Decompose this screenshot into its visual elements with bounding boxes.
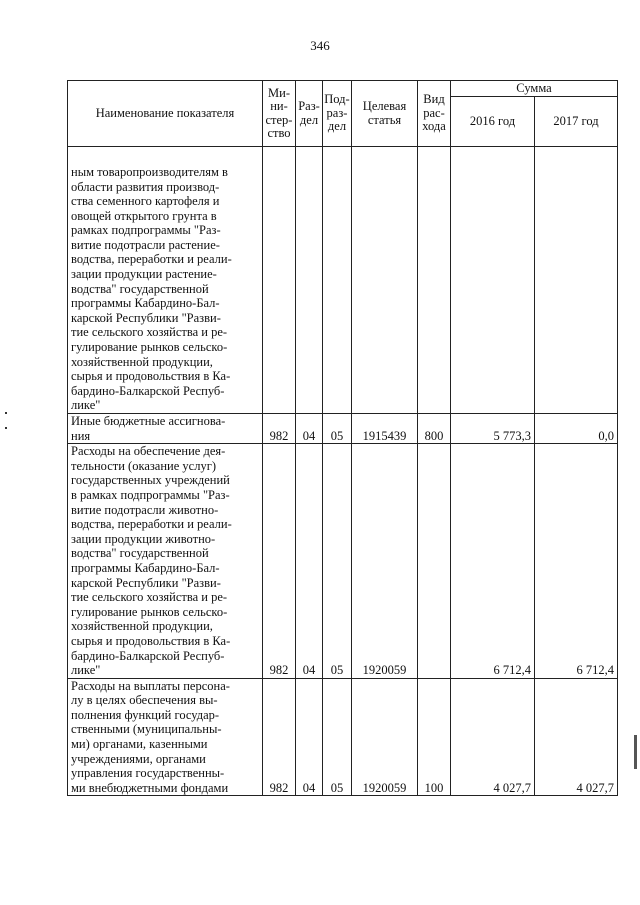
scan-speck [5, 427, 7, 429]
row-target: 1915439 [352, 414, 418, 444]
row-name: Иные бюджетные ассигнова- ния [68, 414, 263, 444]
row-section [296, 147, 323, 414]
table-row [68, 678, 618, 796]
row-name: Расходы на обеспечение дея- тельности (оказание услуг) государственных учреждений в рамках подпрограммы "Раз- витие подотрасли животно- водства, переработки и реали- зации продукции животно- водства" государственной программы Кабардино-Бал- карской Республики "Разви- тие сельского хозяйства и ре- гулирование рынков сельско- хозяйственной продукции, сырья и продовольствия в Ка- бардино-Балкарской Респуб- лике" [68, 444, 263, 679]
row-name: Расходы на выплаты персона- лу в целях обеспечения вы- полнения функций государ- ственными (муниципальны- ми) органами, казенными учреждениями, органами управления государственны- ми внебюджетными фондами [68, 678, 263, 796]
row-ministry: 982 [263, 414, 296, 444]
row-section: 04 [296, 414, 323, 444]
row-sum-2016: 4 027,7 [451, 678, 535, 796]
row-expense-type [418, 444, 451, 679]
row-target: 1920059 [352, 678, 418, 796]
header-target: Целевая статья [352, 81, 418, 147]
header-expense-type: Вид рас- хода [418, 81, 451, 147]
scan-speck [634, 735, 637, 769]
row-sum-2017: 4 027,7 [535, 678, 618, 796]
row-sum-2016: 5 773,3 [451, 414, 535, 444]
table-row [68, 414, 618, 444]
row-ministry [263, 147, 296, 414]
row-name: ным товаропроизводителям в области развития производ- ства семенного картофеля и овощей открытого грунта в рамках подпрограммы "Раз- витие подотрасли растение- водства, переработки и реали- зации продукции растение- водства" государственной программы Кабардино-Бал- карской Республики "Разви- тие сельского хозяйства и ре- гулирование рынков сельско- хозяйственной продукции, сырья и продовольствия в Ка- бардино-Балкарской Респуб- лике" [68, 147, 263, 414]
header-name: Наименование показателя [68, 81, 263, 147]
row-sum-2016 [451, 147, 535, 414]
row-sum-2016: 6 712,4 [451, 444, 535, 679]
row-subsection [323, 147, 352, 414]
header-subsection: Под- раз- дел [323, 81, 352, 147]
header-sum: Сумма [451, 81, 618, 97]
row-target: 1920059 [352, 444, 418, 679]
row-expense-type: 800 [418, 414, 451, 444]
row-target [352, 147, 418, 414]
row-sum-2017: 6 712,4 [535, 444, 618, 679]
budget-table [67, 80, 618, 796]
header-ministry: Ми- ни- стер- ство [263, 81, 296, 147]
row-subsection: 05 [323, 678, 352, 796]
row-sum-2017: 0,0 [535, 414, 618, 444]
row-expense-type [418, 147, 451, 414]
row-section: 04 [296, 444, 323, 679]
row-ministry: 982 [263, 444, 296, 679]
row-sum-2017 [535, 147, 618, 414]
table-row [68, 444, 618, 679]
row-section: 04 [296, 678, 323, 796]
row-subsection: 05 [323, 444, 352, 679]
table-row [68, 147, 618, 414]
page-number: 346 [310, 38, 330, 53]
header-section: Раз- дел [296, 81, 323, 147]
row-subsection: 05 [323, 414, 352, 444]
scan-speck [5, 412, 7, 414]
row-expense-type: 100 [418, 678, 451, 796]
header-year-2016: 2016 год [451, 97, 535, 147]
header-year-2017: 2017 год [535, 97, 618, 147]
row-ministry: 982 [263, 678, 296, 796]
